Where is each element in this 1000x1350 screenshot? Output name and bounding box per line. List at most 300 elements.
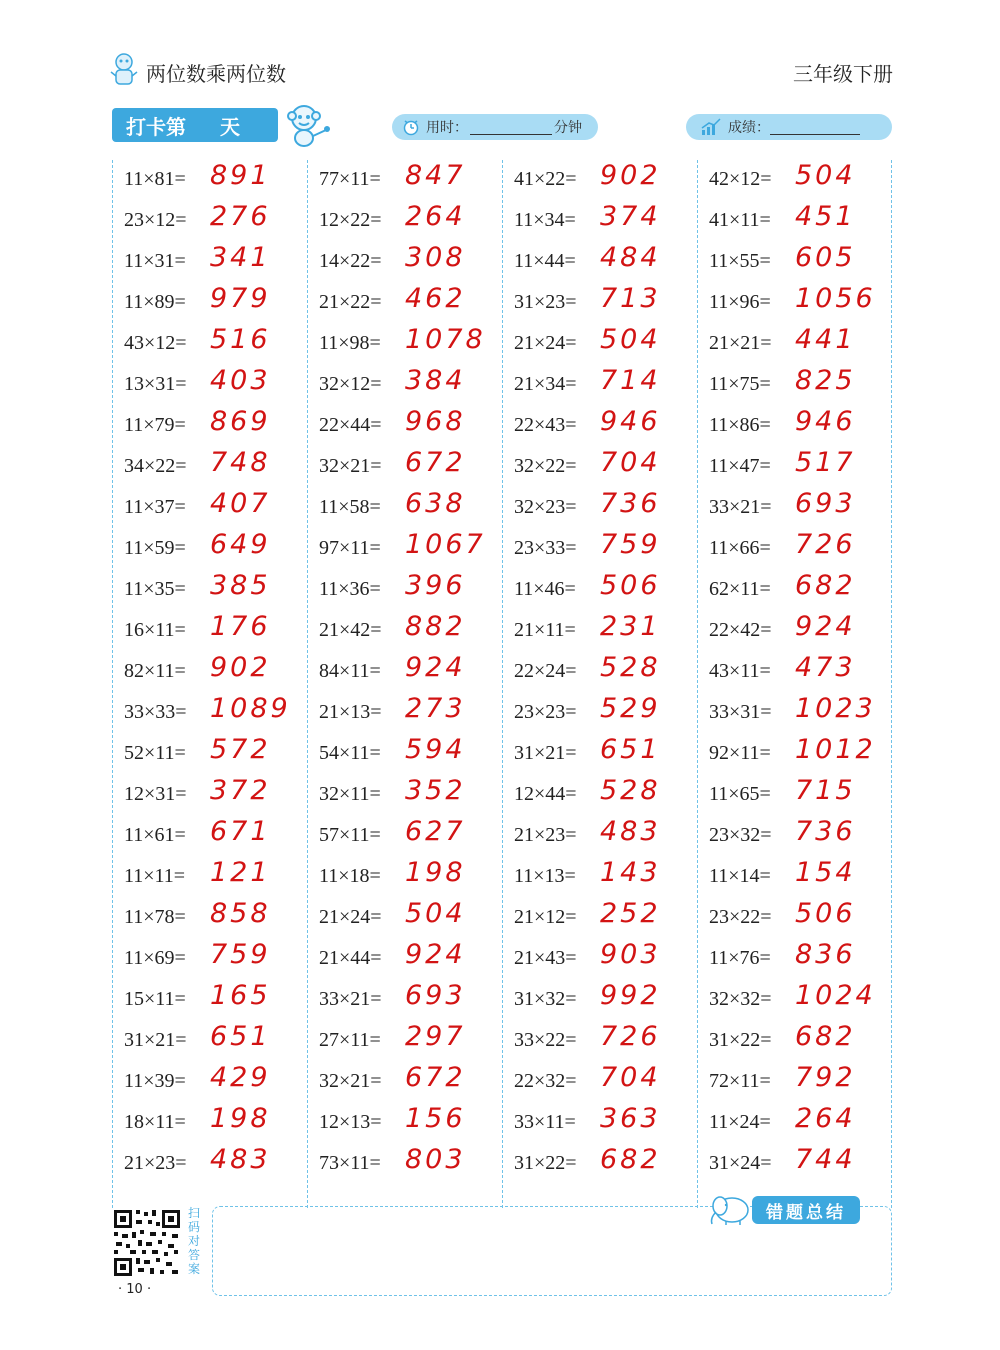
problem-row bbox=[697, 611, 887, 652]
handwritten-answer[interactable]: 736 bbox=[795, 816, 856, 847]
problem-row bbox=[697, 529, 887, 570]
problem-expression: 12×13= bbox=[319, 1111, 382, 1133]
problem-row bbox=[307, 570, 497, 611]
handwritten-answer[interactable]: 341 bbox=[210, 242, 271, 273]
problem-row bbox=[307, 242, 497, 283]
problem-row bbox=[307, 488, 497, 529]
handwritten-answer[interactable]: 506 bbox=[600, 570, 661, 601]
problem-expression: 32×23= bbox=[514, 496, 577, 518]
handwritten-answer[interactable]: 374 bbox=[600, 201, 661, 232]
handwritten-answer[interactable]: 651 bbox=[210, 1021, 271, 1052]
problem-expression: 27×11= bbox=[319, 1029, 381, 1051]
problem-row bbox=[307, 1103, 497, 1144]
problem-row bbox=[307, 1021, 497, 1062]
handwritten-answer[interactable]: 649 bbox=[210, 529, 271, 560]
score-input-line[interactable] bbox=[770, 120, 860, 135]
problem-row bbox=[112, 283, 302, 324]
score-field bbox=[686, 114, 892, 140]
problem-expression: 21×24= bbox=[514, 332, 577, 354]
problem-row bbox=[697, 734, 887, 775]
problem-expression: 11×98= bbox=[319, 332, 381, 354]
handwritten-answer[interactable]: 1012 bbox=[795, 734, 876, 765]
problem-row bbox=[697, 898, 887, 939]
problem-row bbox=[307, 775, 497, 816]
problem-expression: 11×14= bbox=[709, 865, 771, 887]
problem-row bbox=[502, 652, 692, 693]
problem-row bbox=[307, 939, 497, 980]
problem-expression: 15×11= bbox=[124, 988, 186, 1010]
problem-expression: 14×22= bbox=[319, 250, 382, 272]
problem-expression: 12×31= bbox=[124, 783, 187, 805]
problem-expression: 11×81= bbox=[124, 168, 186, 190]
problem-expression: 23×23= bbox=[514, 701, 577, 723]
problem-row bbox=[112, 488, 302, 529]
problem-row bbox=[307, 816, 497, 857]
problem-row bbox=[697, 1103, 887, 1144]
problem-row bbox=[502, 283, 692, 324]
problem-expression: 31×24= bbox=[709, 1152, 772, 1174]
handwritten-answer[interactable]: 891 bbox=[210, 160, 271, 191]
handwritten-answer[interactable]: 176 bbox=[210, 611, 271, 642]
problem-expression: 21×23= bbox=[124, 1152, 187, 1174]
problem-row bbox=[307, 857, 497, 898]
problem-row bbox=[697, 652, 887, 693]
problem-expression: 11×96= bbox=[709, 291, 771, 313]
problem-row bbox=[502, 447, 692, 488]
problem-expression: 41×22= bbox=[514, 168, 577, 190]
checkin-prefix: 打卡第 bbox=[126, 114, 186, 139]
handwritten-answer[interactable]: 594 bbox=[405, 734, 466, 765]
handwritten-answer[interactable]: 308 bbox=[405, 242, 466, 273]
clock-icon bbox=[402, 118, 420, 136]
handwritten-answer[interactable]: 198 bbox=[210, 1103, 271, 1134]
handwritten-answer[interactable]: 352 bbox=[405, 775, 466, 806]
problem-row bbox=[697, 775, 887, 816]
problem-expression: 11×31= bbox=[124, 250, 186, 272]
problem-expression: 11×24= bbox=[709, 1111, 771, 1133]
problem-expression: 11×18= bbox=[319, 865, 381, 887]
problem-expression: 97×11= bbox=[319, 537, 381, 559]
problem-expression: 77×11= bbox=[319, 168, 381, 190]
handwritten-answer[interactable]: 713 bbox=[600, 283, 661, 314]
problem-expression: 21×42= bbox=[319, 619, 382, 641]
problem-expression: 11×13= bbox=[514, 865, 576, 887]
handwritten-answer[interactable]: 572 bbox=[210, 734, 271, 765]
handwritten-answer[interactable]: 992 bbox=[600, 980, 661, 1011]
bar-chart-icon bbox=[700, 118, 722, 136]
problem-row bbox=[112, 1103, 302, 1144]
handwritten-answer[interactable]: 441 bbox=[795, 324, 856, 355]
problem-expression: 11×79= bbox=[124, 414, 186, 436]
problem-row bbox=[112, 816, 302, 857]
handwritten-answer[interactable]: 803 bbox=[405, 1144, 466, 1175]
problem-expression: 23×12= bbox=[124, 209, 187, 231]
problem-expression: 11×44= bbox=[514, 250, 576, 272]
problem-row bbox=[697, 283, 887, 324]
handwritten-answer[interactable]: 704 bbox=[600, 447, 661, 478]
handwritten-answer[interactable]: 693 bbox=[795, 488, 856, 519]
problem-row bbox=[502, 201, 692, 242]
handwritten-answer[interactable]: 154 bbox=[795, 857, 856, 888]
problem-row bbox=[112, 857, 302, 898]
problem-row bbox=[307, 1062, 497, 1103]
handwritten-answer[interactable]: 759 bbox=[210, 939, 271, 970]
handwritten-answer[interactable]: 736 bbox=[600, 488, 661, 519]
problem-expression: 18×11= bbox=[124, 1111, 186, 1133]
problem-expression: 22×43= bbox=[514, 414, 577, 436]
handwritten-answer[interactable]: 672 bbox=[405, 1062, 466, 1093]
handwritten-answer[interactable]: 902 bbox=[210, 652, 271, 683]
problem-expression: 31×23= bbox=[514, 291, 577, 313]
problem-expression: 33×11= bbox=[514, 1111, 576, 1133]
problem-expression: 34×22= bbox=[124, 455, 187, 477]
problem-row bbox=[697, 693, 887, 734]
handwritten-answer[interactable]: 529 bbox=[600, 693, 661, 724]
handwritten-answer[interactable]: 372 bbox=[210, 775, 271, 806]
handwritten-answer[interactable]: 1067 bbox=[405, 529, 486, 560]
handwritten-answer[interactable]: 882 bbox=[405, 611, 466, 642]
problem-row bbox=[697, 1144, 887, 1185]
problem-column-3 bbox=[502, 160, 692, 1185]
problem-expression: 11×61= bbox=[124, 824, 186, 846]
handwritten-answer[interactable]: 231 bbox=[600, 611, 661, 642]
handwritten-answer[interactable]: 744 bbox=[795, 1144, 856, 1175]
handwritten-answer[interactable]: 483 bbox=[600, 816, 661, 847]
problem-row bbox=[502, 611, 692, 652]
time-input-line[interactable] bbox=[470, 120, 552, 135]
handwritten-answer[interactable]: 693 bbox=[405, 980, 466, 1011]
scan-answers-label: 扫码对答案 bbox=[188, 1206, 201, 1276]
problem-expression: 52×11= bbox=[124, 742, 186, 764]
problem-expression: 21×21= bbox=[709, 332, 772, 354]
problem-expression: 12×22= bbox=[319, 209, 382, 231]
problem-expression: 11×89= bbox=[124, 291, 186, 313]
handwritten-answer[interactable]: 384 bbox=[405, 365, 466, 396]
problem-expression: 41×11= bbox=[709, 209, 771, 231]
problem-row bbox=[502, 816, 692, 857]
problem-row bbox=[112, 611, 302, 652]
problem-expression: 11×66= bbox=[709, 537, 771, 559]
problem-row bbox=[112, 201, 302, 242]
handwritten-answer[interactable]: 903 bbox=[600, 939, 661, 970]
handwritten-answer[interactable]: 143 bbox=[600, 857, 661, 888]
error-summary-label: 错题总结 bbox=[752, 1196, 860, 1224]
problem-row bbox=[307, 447, 497, 488]
problem-row bbox=[112, 1144, 302, 1185]
problem-expression: 11×58= bbox=[319, 496, 381, 518]
handwritten-answer[interactable]: 605 bbox=[795, 242, 856, 273]
handwritten-answer[interactable]: 638 bbox=[405, 488, 466, 519]
handwritten-answer[interactable]: 672 bbox=[405, 447, 466, 478]
handwritten-answer[interactable]: 869 bbox=[210, 406, 271, 437]
handwritten-answer[interactable]: 506 bbox=[795, 898, 856, 929]
problem-expression: 62×11= bbox=[709, 578, 771, 600]
problem-row bbox=[697, 980, 887, 1021]
problem-expression: 31×32= bbox=[514, 988, 577, 1010]
problem-row bbox=[307, 693, 497, 734]
problem-row bbox=[307, 283, 497, 324]
problem-row bbox=[697, 201, 887, 242]
handwritten-answer[interactable]: 1056 bbox=[795, 283, 876, 314]
problem-row bbox=[307, 365, 497, 406]
problem-row bbox=[502, 488, 692, 529]
qr-code-icon[interactable] bbox=[112, 1208, 182, 1278]
problem-expression: 31×21= bbox=[514, 742, 577, 764]
problem-grid bbox=[112, 160, 892, 1208]
problem-expression: 11×11= bbox=[124, 865, 186, 887]
problem-row bbox=[697, 1021, 887, 1062]
handwritten-answer[interactable]: 924 bbox=[795, 611, 856, 642]
page-header bbox=[108, 48, 893, 92]
problem-row bbox=[502, 1144, 692, 1185]
problem-row bbox=[112, 693, 302, 734]
problem-row bbox=[502, 734, 692, 775]
problem-expression: 23×33= bbox=[514, 537, 577, 559]
problem-row bbox=[307, 406, 497, 447]
problem-row bbox=[112, 529, 302, 570]
problem-expression: 11×36= bbox=[319, 578, 381, 600]
handwritten-answer[interactable]: 473 bbox=[795, 652, 856, 683]
problem-expression: 11×69= bbox=[124, 947, 186, 969]
handwritten-answer[interactable]: 1024 bbox=[795, 980, 876, 1011]
handwritten-answer[interactable]: 483 bbox=[210, 1144, 271, 1175]
handwritten-answer[interactable]: 407 bbox=[210, 488, 271, 519]
handwritten-answer[interactable]: 946 bbox=[600, 406, 661, 437]
handwritten-answer[interactable]: 715 bbox=[795, 775, 856, 806]
problem-row bbox=[502, 939, 692, 980]
handwritten-answer[interactable]: 403 bbox=[210, 365, 271, 396]
time-label: 用时： bbox=[426, 120, 468, 136]
handwritten-answer[interactable]: 121 bbox=[210, 857, 271, 888]
handwritten-answer[interactable]: 682 bbox=[795, 1021, 856, 1052]
handwritten-answer[interactable]: 156 bbox=[405, 1103, 466, 1134]
problem-expression: 12×44= bbox=[514, 783, 577, 805]
handwritten-answer[interactable]: 276 bbox=[210, 201, 271, 232]
handwritten-answer[interactable]: 165 bbox=[210, 980, 271, 1011]
problem-expression: 32×22= bbox=[514, 455, 577, 477]
problem-expression: 11×34= bbox=[514, 209, 576, 231]
problem-row bbox=[697, 857, 887, 898]
problem-row bbox=[502, 775, 692, 816]
handwritten-answer[interactable]: 924 bbox=[405, 939, 466, 970]
handwritten-answer[interactable]: 714 bbox=[600, 365, 661, 396]
handwritten-answer[interactable]: 726 bbox=[795, 529, 856, 560]
problem-expression: 92×11= bbox=[709, 742, 771, 764]
problem-row bbox=[307, 652, 497, 693]
problem-row bbox=[112, 324, 302, 365]
elephant-icon bbox=[706, 1192, 754, 1226]
problem-row bbox=[502, 898, 692, 939]
problem-expression: 11×47= bbox=[709, 455, 771, 477]
problem-row bbox=[502, 980, 692, 1021]
handwritten-answer[interactable]: 504 bbox=[405, 898, 466, 929]
problem-expression: 11×75= bbox=[709, 373, 771, 395]
problem-expression: 42×12= bbox=[709, 168, 772, 190]
problem-expression: 11×78= bbox=[124, 906, 186, 928]
problem-expression: 21×34= bbox=[514, 373, 577, 395]
problem-row bbox=[697, 160, 887, 201]
problem-row bbox=[697, 939, 887, 980]
problem-column-4 bbox=[697, 160, 887, 1185]
handwritten-answer[interactable]: 504 bbox=[795, 160, 856, 191]
handwritten-answer[interactable]: 198 bbox=[405, 857, 466, 888]
problem-expression: 54×11= bbox=[319, 742, 381, 764]
problem-row bbox=[697, 242, 887, 283]
handwritten-answer[interactable]: 385 bbox=[210, 570, 271, 601]
handwritten-answer[interactable]: 792 bbox=[795, 1062, 856, 1093]
problem-row bbox=[697, 447, 887, 488]
problem-expression: 43×12= bbox=[124, 332, 187, 354]
problem-row bbox=[112, 898, 302, 939]
problem-row bbox=[307, 734, 497, 775]
time-unit: 分钟 bbox=[554, 120, 582, 136]
handwritten-answer[interactable]: 528 bbox=[600, 775, 661, 806]
handwritten-answer[interactable]: 902 bbox=[600, 160, 661, 191]
problem-expression: 33×33= bbox=[124, 701, 187, 723]
handwritten-answer[interactable]: 363 bbox=[600, 1103, 661, 1134]
problem-expression: 32×12= bbox=[319, 373, 382, 395]
handwritten-answer[interactable]: 946 bbox=[795, 406, 856, 437]
handwritten-answer[interactable]: 671 bbox=[210, 816, 271, 847]
problem-expression: 32×32= bbox=[709, 988, 772, 1010]
problem-row bbox=[112, 1062, 302, 1103]
handwritten-answer[interactable]: 682 bbox=[795, 570, 856, 601]
handwritten-answer[interactable]: 836 bbox=[795, 939, 856, 970]
handwritten-answer[interactable]: 924 bbox=[405, 652, 466, 683]
problem-expression: 21×43= bbox=[514, 947, 577, 969]
monkey-mascot-icon bbox=[282, 100, 332, 148]
handwritten-answer[interactable]: 273 bbox=[405, 693, 466, 724]
handwritten-answer[interactable]: 651 bbox=[600, 734, 661, 765]
problem-row bbox=[307, 898, 497, 939]
problem-row bbox=[307, 529, 497, 570]
problem-row bbox=[112, 652, 302, 693]
handwritten-answer[interactable]: 504 bbox=[600, 324, 661, 355]
problem-row bbox=[307, 1144, 497, 1185]
checkin-suffix: 天 bbox=[220, 114, 240, 139]
problem-expression: 43×11= bbox=[709, 660, 771, 682]
handwritten-answer[interactable]: 1078 bbox=[405, 324, 486, 355]
problem-expression: 33×31= bbox=[709, 701, 772, 723]
problem-row bbox=[502, 160, 692, 201]
problem-column-2 bbox=[307, 160, 497, 1185]
problem-expression: 33×21= bbox=[319, 988, 382, 1010]
problem-expression: 11×55= bbox=[709, 250, 771, 272]
problem-expression: 21×23= bbox=[514, 824, 577, 846]
problem-row bbox=[697, 816, 887, 857]
handwritten-answer[interactable]: 484 bbox=[600, 242, 661, 273]
page-number: · 10 · bbox=[118, 1282, 152, 1297]
problem-expression: 84×11= bbox=[319, 660, 381, 682]
handwritten-answer[interactable]: 847 bbox=[405, 160, 466, 191]
problem-row bbox=[502, 1062, 692, 1103]
problem-row bbox=[112, 980, 302, 1021]
handwritten-answer[interactable]: 517 bbox=[795, 447, 856, 478]
handwritten-answer[interactable]: 726 bbox=[600, 1021, 661, 1052]
problem-expression: 57×11= bbox=[319, 824, 381, 846]
problem-expression: 11×39= bbox=[124, 1070, 186, 1092]
problem-row bbox=[112, 447, 302, 488]
handwritten-answer[interactable]: 264 bbox=[405, 201, 466, 232]
handwritten-answer[interactable]: 979 bbox=[210, 283, 271, 314]
handwritten-answer[interactable]: 516 bbox=[210, 324, 271, 355]
column-divider bbox=[891, 160, 892, 1208]
problem-row bbox=[502, 242, 692, 283]
problem-row bbox=[697, 1062, 887, 1103]
problem-column-1 bbox=[112, 160, 302, 1185]
problem-row bbox=[112, 160, 302, 201]
handwritten-answer[interactable]: 451 bbox=[795, 201, 856, 232]
problem-expression: 21×22= bbox=[319, 291, 382, 313]
problem-expression: 31×21= bbox=[124, 1029, 187, 1051]
problem-expression: 11×59= bbox=[124, 537, 186, 559]
handwritten-answer[interactable]: 968 bbox=[405, 406, 466, 437]
handwritten-answer[interactable]: 264 bbox=[795, 1103, 856, 1134]
problem-expression: 82×11= bbox=[124, 660, 186, 682]
problem-expression: 32×21= bbox=[319, 1070, 382, 1092]
handwritten-answer[interactable]: 858 bbox=[210, 898, 271, 929]
handwritten-answer[interactable]: 704 bbox=[600, 1062, 661, 1093]
handwritten-answer[interactable]: 759 bbox=[600, 529, 661, 560]
problem-expression: 11×46= bbox=[514, 578, 576, 600]
problem-expression: 23×32= bbox=[709, 824, 772, 846]
problem-expression: 21×44= bbox=[319, 947, 382, 969]
handwritten-answer[interactable]: 297 bbox=[405, 1021, 466, 1052]
handwritten-answer[interactable]: 462 bbox=[405, 283, 466, 314]
handwritten-answer[interactable]: 528 bbox=[600, 652, 661, 683]
problem-row bbox=[307, 324, 497, 365]
handwritten-answer[interactable]: 429 bbox=[210, 1062, 271, 1093]
problem-expression: 11×35= bbox=[124, 578, 186, 600]
problem-expression: 33×22= bbox=[514, 1029, 577, 1051]
problem-expression: 13×31= bbox=[124, 373, 187, 395]
problem-expression: 22×42= bbox=[709, 619, 772, 641]
handwritten-answer[interactable]: 1089 bbox=[210, 693, 291, 724]
problem-row bbox=[112, 406, 302, 447]
problem-expression: 31×22= bbox=[709, 1029, 772, 1051]
problem-expression: 22×44= bbox=[319, 414, 382, 436]
handwritten-answer[interactable]: 748 bbox=[210, 447, 271, 478]
problem-expression: 23×22= bbox=[709, 906, 772, 928]
problem-expression: 16×11= bbox=[124, 619, 186, 641]
problem-row bbox=[502, 1103, 692, 1144]
checkin-day-label bbox=[112, 108, 278, 142]
score-label: 成绩： bbox=[728, 120, 770, 136]
problem-row bbox=[502, 570, 692, 611]
handwritten-answer[interactable]: 627 bbox=[405, 816, 466, 847]
problem-expression: 32×11= bbox=[319, 783, 381, 805]
handwritten-answer[interactable]: 1023 bbox=[795, 693, 876, 724]
problem-expression: 21×12= bbox=[514, 906, 577, 928]
handwritten-answer[interactable]: 825 bbox=[795, 365, 856, 396]
problem-row bbox=[112, 775, 302, 816]
grade-label: 三年级下册 bbox=[793, 62, 893, 86]
problem-expression: 22×32= bbox=[514, 1070, 577, 1092]
problem-expression: 31×22= bbox=[514, 1152, 577, 1174]
problem-row bbox=[697, 570, 887, 611]
problem-row bbox=[697, 365, 887, 406]
problem-row bbox=[307, 980, 497, 1021]
problem-row bbox=[502, 1021, 692, 1062]
problem-row bbox=[307, 611, 497, 652]
problem-row bbox=[307, 160, 497, 201]
problem-row bbox=[502, 857, 692, 898]
handwritten-answer[interactable]: 396 bbox=[405, 570, 466, 601]
problem-row bbox=[697, 488, 887, 529]
handwritten-answer[interactable]: 682 bbox=[600, 1144, 661, 1175]
handwritten-answer[interactable]: 252 bbox=[600, 898, 661, 929]
problem-row bbox=[502, 406, 692, 447]
